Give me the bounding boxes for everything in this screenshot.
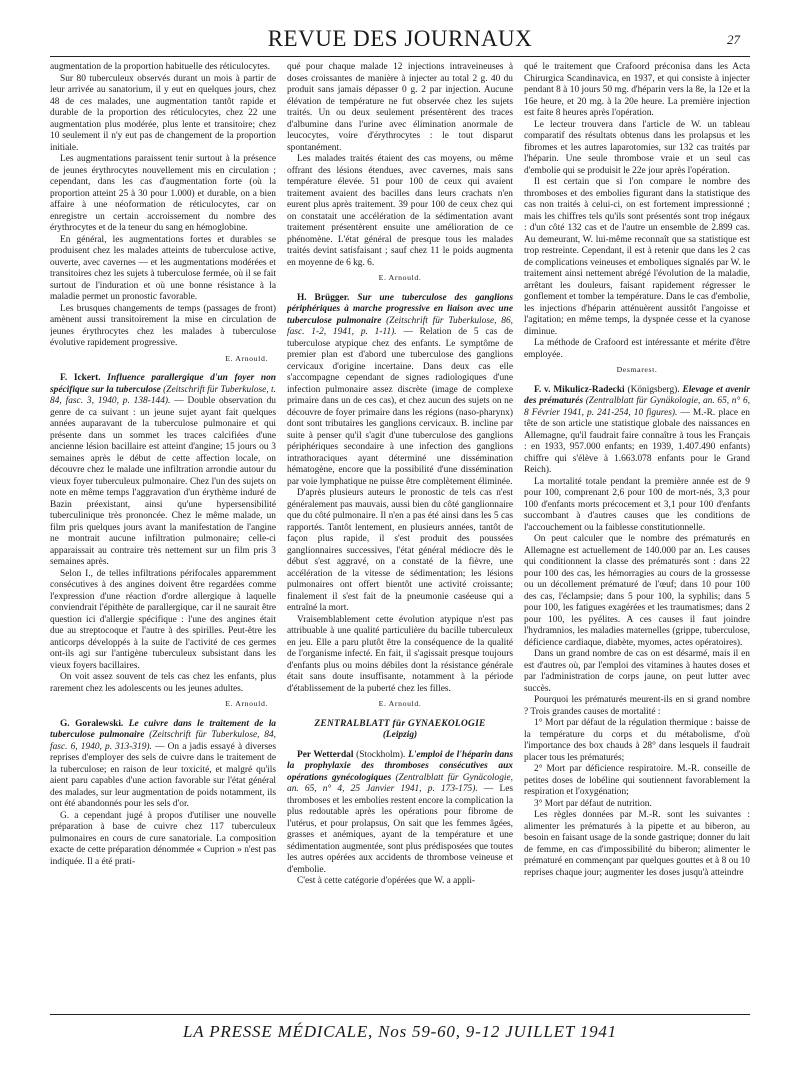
- article-location: (Königsberg).: [627, 384, 680, 395]
- section-title: ZENTRALBLATT für GYNAEKOLOGIE: [314, 718, 486, 729]
- paragraph: Les augmentations paraissent tenir surtout à la présence de jeunes érythrocytes nouvellement mis en circulation ; cependant, dans les cas d'augmentation forte (où la proportion atteint 25 à 30 pour 1.000) et durable, on a bien affaire à une néoformation de réticulocytes, car on enregistre un certain accroissement du nombre des érythrocytes et de la teneur du sang en hémoglobine.: [50, 154, 276, 233]
- article-title: L'emploi de l'héparin dans la prophylaxie des thromboses consécutives aux opérations gynécologiques: [287, 749, 513, 783]
- article-header: [287, 293, 513, 489]
- article-title: Elevage et avenir des prématurés: [524, 384, 750, 406]
- article-source: (Zeitschrift für Tuberkulose, 84, fasc. 6, 1940, p. 313-319).: [50, 730, 276, 752]
- article-text: — Les thromboses et les embolies restent encore la complication la plus redoutable après les opérations pour fibrome de l'utérus, et pour prolapsus, On sait que les femmes âgées, grasses et anémiques, ayant de la température et une sédimentation augmentée, sont plus prédisposées que toutes les autres opérées aux accidents de thrombose veineuse et d'embolie.: [287, 784, 513, 875]
- article-text: — Double observation du genre de ca suivant : un jeune sujet ayant fait quelques années auparavant de la tuberculose pulmonaire et qui présente dans un sommet les traces calcifiées d'une ancienne lésion bacillaire est atteint d'angine; 15 jours ou 3 semaines après le début de cette affection locale, on découvre chez le malade une infiltration arrondie autour du vieux foyer tuberculeux pulmonaire. Chez l'un des sujets on note en même temps l'aggravation d'un érythème induré de Bazin préexistant, ainsi qu'une hypersensibilité tuberculinique très prononcée. Chez le même malade, un film pris quelques jours avant la manifestation de l'angine ne montrait aucune infiltration pulmonaire; celle-ci apparaissait au contraire très nettement sur un film pris 3 semaines après.: [50, 396, 276, 567]
- article-source: (Zeitschrift für Tuberkulose, 86, fasc. 1-2, 1941, p. 1-11).: [287, 315, 513, 337]
- paragraph: Les règles données par M.-R. sont les suivantes : alimenter les prématurés à la pipette et au biberon, au besoin en faisant usage de la sonde gastrique; donner du lait de femme, en cas d'impossibilité du biberon; alimenter le prématuré en commençant par quelques gouttes et à 8 ou 10 reprises chaque jour; augmenter les doses jusqu'à atteindre: [524, 810, 750, 878]
- article-source: (Zeitschrift für Tuberkulose, t. 84, fasc. 3, 1940, p. 138-144).: [50, 384, 276, 406]
- article-author: G. Goralewski.: [60, 718, 124, 729]
- article-header: [50, 373, 276, 569]
- author-signature: E. Arnould.: [225, 353, 268, 363]
- author-signature: E. Arnould.: [378, 273, 422, 282]
- paragraph: 2° Mort par déficience respiratoire. M.-R. conseille de petites doses de lobéline qui soutiennent favorablement la respiration et l'oxygénation;: [524, 764, 750, 797]
- article-text: — On a jadis essayé à diverses reprises d'employer des sels de cuivre dans le traitement de la tuberculose; en raison de leur toxicité, et malgré qu'ils aient paru capables d'une action favorable sur l'état général des malades, sur leur augmentation de poids notamment, ils ont été abandonnés pour les sels d'or.: [50, 741, 276, 809]
- article-source: (Zentralblatt für Gynäcologie, an. 65, n° 4, 25 Janvier 1941, p. 173-175).: [287, 772, 513, 794]
- author-signature: E. Arnould.: [225, 699, 268, 708]
- article-header: [524, 385, 750, 477]
- paragraph: Selon I., de telles infiltrations périfocales apparemment consécutives à des angines doivent être regardées comme l'expression d'une réaction d'ordre allergique à laquelle conviendrait l'épithète de parallergique, car il ne saurait être question ici d'allergie spécifique : l'une des angines était due au streptocoque et l'autre à des spirilles. Peut-être les anticorps développés à la suite de l'activité de ces germes ont-ils agi sur l'antigène tuberculeux subsistant dans les vieux foyers bacillaires.: [50, 568, 276, 671]
- paragraph: augmentation de la proportion habituelle des réticulocytes.: [50, 62, 270, 72]
- paragraph: Dans un grand nombre de cas on est désarmé, mais il en est d'autres où, par l'emploi des vitamines à hautes doses et par l'administration de corps jaune, on peut lutter avec succès.: [524, 649, 750, 694]
- article-author: F. Ickert.: [60, 373, 101, 383]
- section-subtitle: (Leipzig): [382, 730, 418, 740]
- article-header: [50, 719, 276, 811]
- article-title: Influence parallergique d'un foyer non spécifique sur la tuberculose: [50, 373, 276, 395]
- article-location: (Stockholm).: [356, 749, 406, 760]
- author-signature: E. Arnould.: [378, 699, 422, 708]
- header-rule: [50, 56, 750, 57]
- author-signature: Desmarest.: [616, 365, 658, 374]
- paragraph: Il est certain que si l'on compare le nombre des thromboses et des embolies figurant dans la statistique des cas non traités à celui-ci, on est fortement impressionné ; mais les chiffres tels qu'ils sont présentés sont trop inégaux : d'un côté 132 cas et de l'autre un ensemble de 2.899 cas. Au demeurant, W. lui-même reconnaît que sa statistique est trop restreinte. Cependant, il est à retenir que dans les 2 cas de complications veineuses et emboliques signalés par W. le traitement ainsi nettement abrégé l'évolution de la maladie, arrêtant les douleurs, faisant rapidement régresser le gonflement et tomber la température. Dans le cas d'embolie, les injections d'héparin atténuèrent aussitôt l'angoisse et l'agitation; en même temps, la dyspnée cesse et la cyanose diminue.: [524, 177, 750, 337]
- article-author: H. Brügger.: [297, 292, 350, 303]
- paragraph: En général, les augmentations fortes et durables se produisent chez les malades atteints de tuberculose active, ouverte, avec cavernes — et les augmentations modérées et transitoires chez les sujets à tuberculose fermée, où il se fait surtout de l'induration et où une bonne résistance à la maladie permet un pronostic favorable.: [50, 234, 276, 302]
- paragraph: G. a cependant jugé à propos d'utiliser une nouvelle préparation à base de cuivre chez 117 tuberculeux pulmonaires en cours de cure sanatoriale. La composition exacte de cette préparation dénommée « Cuprion » n'est pas indiquée. Il a été prati-: [50, 810, 276, 867]
- article-author: F. v. Mikulicz-Radecki: [534, 384, 625, 395]
- article-text: — Relation de 5 cas de tuberculose atypique chez des enfants. Le symptôme de premier plan est d'abord une tuberculose des ganglions cervicaux d'origine incertaine. Dans deux cas elle s'accompagne cependant de signes radiologiques d'une infection pulmonaire assez discrète (image de complexe primaire dans un de ces cas), et chez aucun des sujets on ne découvre de foyer primaire dans les régions (naso-pharynx) dont sont tributaires les ganglions cervicaux. B. incline par suite à penser qu'il s'agit d'une tuberculose des ganglions périphériques secondaire à une infection des ganglions intrathoraciques ayant déterminé une dissémination hématogène, encore que la possibilité d'une dissémination par voie lymphatique ne puisse être complètement éliminée.: [287, 327, 513, 487]
- column-3: [524, 62, 750, 1010]
- article-source: (Zentralblatt für Gynäkologie, an. 65, n° 6, 8 Février 1941, p. 241-254, 10 figures).: [524, 396, 750, 418]
- paragraph: La mortalité totale pendant la première année est de 9 pour 100, comprenant 2,6 pour 100 de mort-nés, 3,3 pour 100 d'enfants morts précocement et 3,1 pour 100 d'enfants succombant à d'autres causes que les conditions de l'accouchement ou la faiblesse constitutionnelle.: [524, 476, 750, 533]
- paragraph: C'est à cette catégorie d'opérées que W. a appli-: [297, 876, 476, 886]
- journal-section-title: REVUE DES JOURNAUX: [267, 26, 533, 51]
- paragraph: Sur 80 tuberculeux observés durant un mois à partir de leur arrivée au sanatorium, il y eut en quelques jours, chez 48 de ces malades, une augmentation tantôt rapide et durable de la proportion des réticulocytes, chez 22 une augmentation plus modérée, plus lente et transitoire; chez 10 seulement il n'y eut pas de changement de la proportion initiale.: [50, 73, 276, 153]
- paragraph: Vraisemblablement cette évolution atypique n'est pas attribuable à une qualité particulière du bacille tuberculeux en jeu. Elle a paru plutôt être la conséquence de la qualité de l'organisme infecté. En fait, il s'agissait presque toujours d'enfants plus ou moins débiles dont la résistance générale était sans doute insuffisante, notamment à la période d'établissement de la puberté chez les filles.: [287, 614, 513, 694]
- page-header: [50, 26, 750, 60]
- column-1: [50, 62, 276, 1010]
- article-title: Le cuivre dans le traitement de la tuberculose pulmonaire: [50, 718, 276, 740]
- paragraph: Les malades traités étaient des cas moyens, ou même offrant des lésions étendues, avec cavernes, mais sans température élevée. 51 pour 100 de ceux qui avaient traitement avaient des bacilles dans leurs crachats n'en eurent plus après traitement. 39 pour 100 de ceux chez qui on constatait une accélération de la sédimentation avant traitement présentèrent ensuite une amélioration de ce phénomène. L'état général de presque tous les malades traités devint satisfaisant ; sauf chez 11 le poids augmenta en moyenne de 6 kg. 6.: [287, 154, 513, 268]
- article-author: Per Wetterdal: [297, 749, 354, 760]
- paragraph: Les brusques changements de temps (passages de front) amènent aussi transitoirement la mise en circulation de jeunes érythrocytes chez les malades à tuberculose évolutive rapidement progressive.: [50, 303, 276, 348]
- paragraph: qué le traitement que Crafoord préconisa dans les Acta Chirurgica Scandinavica, en 1937, et qui consiste à injecter pendant 8 à 10 jours 50 mg. d'héparin vers la 8e, la 12e et la 16e heure, et 20 mg. à la 20e heure. La première injection est faite 8 heures après l'opération.: [524, 62, 750, 118]
- article-header: [287, 750, 513, 877]
- article-title: Sur une tuberculose des ganglions périphériques à marche progressive en liaison avec une tuberculose pulmonaire: [287, 292, 513, 326]
- paragraph: Le lecteur trouvera dans l'article de W. un tableau comparatif des résultats obtenus dans les prolapsus et les fibromes et les autres laparotomies, sur 132 cas traités par l'héparin. Une seule thrombose vraie et un seul cas d'embolie qui se produisit le 22e jour après l'opération.: [524, 119, 750, 176]
- paragraph: On voit assez souvent de tels cas chez les enfants, plus rarement chez les adolescents ou les jeunes adultes.: [50, 672, 276, 694]
- paragraph: La méthode de Crafoord est intéressante et mérite d'être employée.: [524, 338, 750, 360]
- column-2: [287, 62, 513, 1010]
- paragraph: On peut calculer que le nombre des prématurés en Allemagne est actuellement de 140.000 par an. Les causes qui conditionnent la classe des prématurés sont : dans 22 pour 100 des cas, les hémorragies au cours de la grossesse ou un décollement prématuré de l'œuf; dans 10 pour 100 des cas, l'éclampsie; dans 5 pour 100, la syphilis; dans 5 pour 100, les fatigues exagérées et les traumatismes; dans 2 pour 100, les pyélites. A ces causes il faut joindre l'hydramnios, les maladies maternelles (grippe, tuberculose, déficience cardiaque, diabète, myomes, actes opératoires).: [524, 534, 750, 648]
- paragraph: Pourquoi les prématurés meurent-ils en si grand nombre ? Trois grandes causes de mortalité :: [524, 695, 750, 717]
- article-text: — M.-R. place en tête de son article une statistique globale des naissances en Allemagne, qu'il faudrait faire connaître à tous les Français : en 1933, 957.000 enfants; en 1939, 1.407.490 enfants) chiffre qui s'élève à 1.663.078 enfants pour le Grand Reich).: [524, 407, 750, 475]
- paragraph: 3° Mort par défaut de nutrition.: [534, 798, 652, 809]
- paragraph: D'après plusieurs auteurs le pronostic de tels cas n'est généralement pas mauvais, aussi bien du côté ganglionnaire que du côté pulmonaire. Il n'en a pas été ainsi dans les 5 cas rapportés. Tantôt lentement, en plusieurs années, tantôt de façon plus rapide, il s'est produit des poussées ganglionnaires successives, l'état général médiocre dès le début s'est aggravé, on a constaté de la fièvre, une accélération de la vitesse de sédimentation; les lésions pulmonaires ont offert bientôt une activité croissante; finalement il s'est fait de la pneumonie caséeuse qui a entraîné la mort.: [287, 488, 513, 613]
- paragraph: 1° Mort par défaut de la régulation thermique : baisse de la température du corps et du métabolisme, d'où l'importance des box chauds à 28° dans lesquels il faudrait placer tous les prématurés;: [524, 718, 750, 763]
- footer-rule: [50, 1014, 750, 1015]
- page-footer: LA PRESSE MÉDICALE, Nos 59-60, 9-12 JUILLET 1941: [183, 1022, 617, 1041]
- page-number: 27: [727, 32, 740, 47]
- paragraph: qué pour chaque malade 12 injections intraveineuses à doses croissantes de manière à injecter au total 2 g. 40 du produit sans jamais dépasser 0 g. 2 par injection. Aucune élévation de température ne fut observée chez les sujets traités. Un ou deux seulement présentèrent des traces d'albumine dans l'urine avec élimination anormale de leucocytes, voire d'érythrocytes : le tout disparut spontanément.: [287, 62, 513, 153]
